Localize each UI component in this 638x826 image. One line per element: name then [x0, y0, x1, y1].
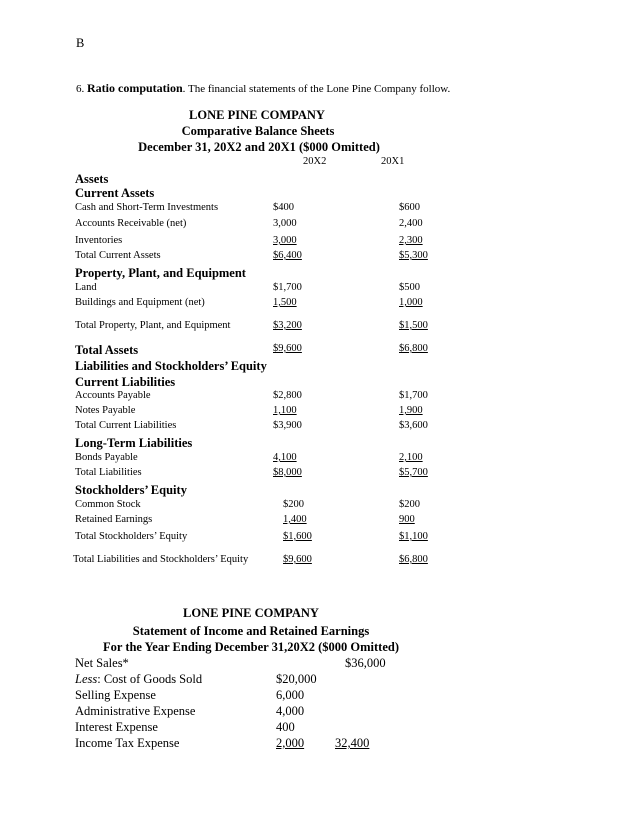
- assets-heading: Assets: [75, 172, 109, 186]
- row-label: Common Stock: [75, 499, 141, 510]
- row-value: 6,000: [276, 688, 305, 702]
- row-value: 400: [276, 720, 295, 734]
- row-label: Total Property, Plant, and Equipment: [75, 320, 231, 331]
- row-value-20x2: $9,600: [273, 343, 302, 354]
- bs-title: Comparative Balance Sheets: [181, 124, 335, 138]
- row-value-20x2: $200: [283, 499, 304, 510]
- less-prefix: Less: [75, 672, 98, 686]
- is-company: LONE PINE COMPANY: [183, 606, 319, 620]
- row-label: Administrative Expense: [75, 704, 196, 718]
- row-label: Interest Expense: [75, 720, 158, 734]
- row-value-20x1: $1,700: [399, 390, 428, 401]
- se-heading: Stockholders’ Equity: [75, 483, 187, 497]
- row-value-20x1: $600: [399, 202, 420, 213]
- row-value-20x2: $2,800: [273, 390, 302, 401]
- row-value-20x1: 2,300: [399, 235, 423, 246]
- row-value-20x2: 1,500: [273, 297, 297, 308]
- row-label: Notes Payable: [75, 405, 136, 416]
- row-value-20x1: $5,300: [399, 250, 428, 261]
- row-value-20x2: 3,000: [273, 218, 297, 229]
- row-label: Land: [75, 282, 97, 293]
- row-value: $20,000: [276, 672, 317, 686]
- row-value-20x1: 900: [399, 514, 415, 525]
- problem-text: . The financial statements of the Lone Pine Company follow.: [182, 83, 451, 95]
- current-assets-heading: Current Assets: [75, 186, 155, 200]
- row-value-20x2: $9,600: [283, 554, 312, 565]
- row-value: 4,000: [276, 704, 305, 718]
- bs-company: LONE PINE COMPANY: [189, 108, 325, 122]
- row-value-20x1: $3,600: [399, 420, 428, 431]
- row-label: Accounts Receivable (net): [75, 218, 187, 229]
- row-value: 2,000: [276, 736, 305, 750]
- row-value-20x1: $6,800: [399, 554, 428, 565]
- lt-liab-heading: Long-Term Liabilities: [75, 436, 193, 450]
- bs-col-20x1: 20X1: [381, 156, 405, 167]
- is-title: Statement of Income and Retained Earnings: [132, 624, 370, 638]
- total-assets-label: Total Assets: [75, 343, 139, 357]
- row-value-20x2: 1,100: [273, 405, 297, 416]
- bs-period: December 31, 20X2 and 20X1 ($000 Omitted): [138, 140, 380, 154]
- row-value-20x2: $1,600: [283, 531, 312, 542]
- cogs-label: : Cost of Goods Sold: [97, 672, 203, 686]
- row-label: [75, 672, 202, 687]
- row-label: Accounts Payable: [75, 390, 151, 401]
- liab-equity-heading: Liabilities and Stockholders’ Equity: [75, 359, 267, 373]
- ppe-heading: Property, Plant, and Equipment: [75, 266, 246, 280]
- problem-number: 6.: [76, 83, 85, 95]
- row-value-20x2: $3,200: [273, 320, 302, 331]
- row-label: Total Liabilities and Stockholders’ Equity: [73, 554, 249, 565]
- row-value-20x2: $1,700: [273, 282, 302, 293]
- row-value-20x1: 1,000: [399, 297, 423, 308]
- row-value-20x2: $6,400: [273, 250, 302, 261]
- row-value-20x2: 3,000: [273, 235, 297, 246]
- row-label: Buildings and Equipment (net): [75, 297, 205, 308]
- row-label: Total Current Assets: [75, 250, 161, 261]
- row-value-20x1: $5,700: [399, 467, 428, 478]
- row-value-20x1: $6,800: [399, 343, 428, 354]
- row-value-20x1: 1,900: [399, 405, 423, 416]
- row-label: Income Tax Expense: [75, 736, 180, 750]
- row-label: Total Stockholders’ Equity: [75, 531, 188, 542]
- row-total: 32,400: [335, 736, 370, 750]
- row-value-20x1: $1,500: [399, 320, 428, 331]
- bs-col-20x2: 20X2: [303, 156, 327, 167]
- row-value: $36,000: [345, 656, 386, 670]
- row-value-20x2: 1,400: [283, 514, 307, 525]
- row-label: Net Sales*: [75, 656, 129, 670]
- row-label: Retained Earnings: [75, 514, 153, 525]
- row-label: Bonds Payable: [75, 452, 138, 463]
- current-liab-heading: Current Liabilities: [75, 375, 176, 389]
- problem-intro: [76, 81, 450, 96]
- row-value-20x1: $1,100: [399, 531, 428, 542]
- problem-title: Ratio computation: [87, 81, 183, 95]
- row-value-20x2: $3,900: [273, 420, 302, 431]
- page-label: B: [76, 36, 85, 50]
- row-label: Total Current Liabilities: [75, 420, 177, 431]
- is-period: For the Year Ending December 31,20X2 ($000 Omitted): [102, 640, 400, 654]
- row-value-20x1: $200: [399, 499, 420, 510]
- row-label: Selling Expense: [75, 688, 156, 702]
- row-value-20x1: $500: [399, 282, 420, 293]
- row-value-20x1: 2,400: [399, 218, 423, 229]
- row-value-20x1: 2,100: [399, 452, 423, 463]
- row-value-20x2: $400: [273, 202, 294, 213]
- row-value-20x2: $8,000: [273, 467, 302, 478]
- row-value-20x2: 4,100: [273, 452, 297, 463]
- row-label: Cash and Short-Term Investments: [75, 202, 219, 213]
- row-label: Inventories: [75, 235, 123, 246]
- row-label: Total Liabilities: [75, 467, 142, 478]
